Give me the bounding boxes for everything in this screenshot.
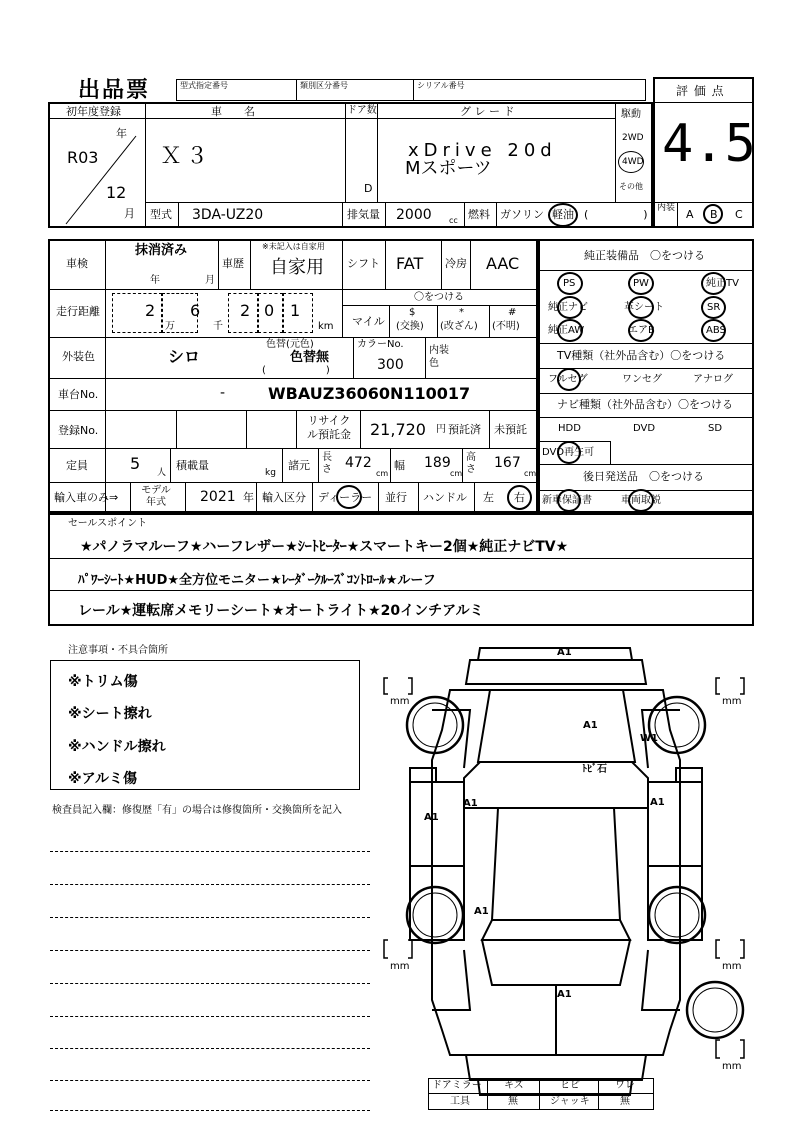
equip-sr-circle: [701, 296, 726, 319]
capacity-value: 5: [130, 454, 141, 473]
color-label: 外装色: [62, 350, 95, 363]
model-year-unit: 年: [243, 491, 254, 504]
navi-sd: SD: [708, 423, 723, 434]
recycle-unit: 円: [436, 424, 446, 435]
import-dealer: ディーラー: [318, 491, 373, 504]
sales-line: レール★運転席メモリーシート★オートライト★20インチアルミ: [78, 603, 484, 619]
serial-no-label: シリアル番号: [417, 81, 465, 90]
fuel-label: 燃料: [468, 208, 490, 221]
interior-c: C: [735, 208, 743, 221]
tv-analog: アナログ: [693, 374, 733, 385]
legend-cell: 工具: [450, 1096, 470, 1107]
mm-label: mm: [390, 696, 410, 707]
class-no-label: 類別区分番号: [300, 81, 348, 90]
damage-mark: A1: [424, 812, 439, 823]
later-manual: 車両取説: [621, 495, 661, 506]
handle-left: 左: [483, 491, 494, 504]
load-unit: kg: [265, 468, 276, 478]
color-value: シロ: [168, 347, 201, 366]
chassis-label: 車台No.: [58, 388, 99, 401]
capacity-unit: 人: [157, 468, 167, 478]
inspection-label: 車検: [66, 257, 88, 270]
notes-title: 注意事項・不具合箇所: [68, 645, 168, 656]
note-item: ※ハンドル擦れ: [68, 739, 166, 755]
displacement-value: 2000: [396, 207, 432, 223]
equip-tv-circle: [701, 272, 726, 295]
legend-cell: ジャッキ: [550, 1096, 590, 1107]
page-title: 出品票: [78, 78, 151, 103]
interior-color-label: 内装色: [429, 345, 449, 369]
equip-leather: 革シート: [624, 302, 664, 313]
equip-aw-circle: [557, 319, 583, 342]
mileage-label: 走行距離: [56, 305, 100, 318]
recycle-value: 21,720: [370, 420, 426, 439]
equip-abs: ABS: [706, 325, 726, 336]
mileage-mile: マイル: [352, 315, 385, 328]
odo-digit: 2: [240, 301, 251, 320]
equip-pw-circle: [628, 272, 654, 295]
tv-title: TV種類（社外品含む）〇をつける: [557, 349, 726, 362]
inspector-note: 検査員記入欄：修復歴「有」の場合は修復箇所・交換箇所を記入: [52, 805, 342, 816]
color-no-value: 300: [377, 357, 404, 373]
equip-navi-circle: [557, 296, 583, 319]
tv-fullseg-circle: [557, 368, 581, 391]
repaint-paren: ( ): [262, 365, 330, 376]
first-reg-label: 初年度登録: [66, 105, 121, 118]
chassis-dash: -: [220, 385, 226, 401]
door-value: D: [364, 182, 373, 195]
legend-header: ワレ: [615, 1080, 635, 1091]
equipment-title: 純正装備品 〇をつける: [584, 249, 705, 262]
shift-label: シフト: [347, 257, 380, 270]
height-label: 高さ: [466, 452, 476, 475]
cc-unit: cc: [449, 216, 458, 225]
legend-header: ドアミラー: [432, 1080, 482, 1091]
mileage-opt-txt: (交換): [396, 321, 424, 332]
tv-fullseg: フルセグ: [548, 374, 588, 385]
mm-label: mm: [390, 961, 410, 972]
equip-leather-circle: [628, 296, 654, 319]
odo-digit: 0: [264, 301, 275, 320]
height-cm: cm: [524, 469, 537, 478]
width-value: 189: [424, 455, 451, 471]
first-reg-era: R03: [67, 148, 99, 167]
later-title: 後日発送品 〇をつける: [583, 470, 704, 483]
mileage-opt-sym: *: [459, 307, 464, 318]
grade-line1: xDrive 20d: [408, 140, 557, 161]
import-parallel: 並行: [385, 491, 407, 504]
dvd-play-circle: [557, 441, 581, 464]
drive-4wd: 4WD: [622, 157, 644, 167]
model-year-value: 2021: [200, 489, 236, 505]
import-type-label: 輸入区分: [262, 491, 306, 504]
damage-mark: A1: [463, 798, 478, 809]
later-manual-circle: [628, 489, 654, 512]
equip-pw: PW: [633, 278, 649, 289]
odo-sen: 千: [213, 321, 223, 332]
legend-header: キズ: [504, 1080, 524, 1091]
dealer-circle: [336, 485, 362, 509]
recycle-deposited: 預託済: [448, 423, 481, 436]
fuel-diesel: 軽油: [552, 208, 574, 221]
displacement-label: 排気量: [347, 208, 380, 221]
navi-hdd: HDD: [558, 423, 581, 434]
score-value: 4.5: [662, 114, 756, 174]
year-unit: 年: [116, 127, 127, 140]
length-label: 長さ: [322, 452, 332, 475]
drive-label: 駆動: [621, 109, 641, 120]
mileage-mark-note: 〇をつける: [414, 292, 464, 303]
later-warranty: 新車保証書: [542, 495, 592, 506]
month-unit: 月: [124, 207, 135, 220]
handle-label: ハンドル: [423, 491, 467, 504]
damage-mark: W1: [640, 733, 658, 744]
car-name: Ｘ３: [160, 144, 213, 169]
navi-title: ナビ種類（社外品含む）〇をつける: [557, 398, 733, 411]
import-label: 輸入車のみ⇒: [54, 491, 119, 504]
fuel-diesel-circle: [548, 203, 578, 227]
recycle-label: リサイクル預託金: [307, 414, 351, 442]
note-item: ※シート擦れ: [68, 706, 152, 722]
equip-ps-circle: [557, 272, 583, 295]
inspection-month: 月: [205, 275, 215, 286]
note-item: ※アルミ傷: [68, 771, 138, 787]
interior-a: A: [686, 208, 694, 221]
interior-b-circle: [703, 204, 723, 224]
drive-other: その他: [619, 182, 643, 191]
damage-mark: A1: [474, 906, 489, 917]
mileage-opt-sym: $: [409, 307, 416, 318]
score-label: 評 価 点: [676, 84, 725, 98]
model-year-label: モデル年式: [141, 485, 171, 508]
odo-man: 万: [165, 321, 175, 332]
dvd-play: DVD再生可: [542, 447, 595, 458]
length-value: 472: [345, 455, 372, 471]
handle-right-circle: [507, 485, 532, 510]
grade-label: グ レ ー ド: [460, 105, 515, 118]
drive-2wd: 2WD: [622, 133, 644, 143]
history-value: 自家用: [270, 257, 324, 278]
id-fields: [176, 79, 646, 101]
equip-navi: 純正ナビ: [548, 302, 588, 313]
registration-label: 登録No.: [58, 424, 99, 437]
history-note: ※未記入は自家用: [262, 242, 325, 251]
equip-tv: 純正TV: [706, 278, 739, 289]
aircon-value: AAC: [486, 254, 520, 273]
repaint-value: 色替無: [290, 350, 330, 365]
odo-digit: 6: [190, 301, 201, 320]
car-name-label: 車 名: [211, 105, 255, 118]
width-label: 幅: [394, 459, 405, 472]
later-warranty-circle: [557, 489, 581, 512]
width-cm: cm: [450, 469, 463, 478]
load-label: 積載量: [176, 459, 209, 472]
door-label: ドア数: [347, 105, 377, 116]
mm-label: mm: [722, 961, 742, 972]
model-label: 型式: [150, 208, 172, 221]
fuel-other: ( ): [584, 208, 648, 221]
odo-km: km: [318, 321, 334, 332]
mileage-opt-txt: (改ざん): [440, 321, 478, 332]
history-label: 車歴: [222, 257, 244, 270]
legend-cell: 無: [508, 1096, 518, 1107]
shift-value: FAT: [396, 254, 424, 273]
damage-mark: A1: [650, 797, 665, 808]
mileage-opt-txt: (不明): [492, 321, 520, 332]
type-no-label: 型式指定番号: [180, 81, 228, 90]
spec-label: 諸元: [288, 459, 310, 472]
damage-mark: A1: [583, 720, 598, 731]
color-no-label: カラーNo.: [357, 339, 404, 350]
capacity-label: 定員: [66, 459, 88, 472]
mm-label: mm: [722, 1061, 742, 1072]
mileage-opt-sym: #: [508, 307, 517, 318]
legend-header: ヒビ: [560, 1080, 580, 1091]
equip-airbag-circle: [628, 319, 654, 342]
legend-cell: 無: [620, 1096, 630, 1107]
sales-line: ﾊﾟﾜｰｼｰﾄ★HUD★全方位モニター★ﾚｰﾀﾞｰｸﾙｰｽﾞｺﾝﾄﾛｰﾙ★ルーフ: [78, 573, 436, 588]
car-diagram: [380, 640, 760, 1100]
odo-digit: 1: [290, 301, 301, 320]
first-reg-month: 12: [106, 183, 127, 202]
equip-aw: 純正AW: [548, 325, 585, 336]
interior-b: B: [710, 208, 718, 221]
mm-label: mm: [722, 696, 742, 707]
damage-mark: A1: [557, 647, 572, 658]
chassis-value: WBAUZ36060N110017: [268, 384, 471, 403]
repaint-label: 色替(元色): [266, 339, 314, 350]
model-value: 3DA-UZ20: [192, 207, 264, 223]
inspection-status: 抹消済み: [135, 243, 188, 258]
equip-abs-circle: [701, 319, 726, 342]
tv-oneseg: ワンセグ: [622, 374, 662, 385]
height-value: 167: [494, 455, 521, 471]
grade-line2: Mスポーツ: [405, 158, 492, 179]
aircon-label: 冷房: [445, 257, 467, 270]
sales-title: セールスポイント: [68, 518, 148, 529]
length-cm: cm: [376, 469, 389, 478]
handle-right: 右: [514, 491, 525, 504]
inspection-year: 年: [150, 275, 160, 286]
damage-mark: ﾄﾋﾞ石: [582, 764, 607, 775]
drive-4wd-circle: [618, 151, 644, 173]
recycle-not-deposited: 未預託: [494, 423, 527, 436]
equip-sr: SR: [707, 302, 721, 313]
note-item: ※トリム傷: [68, 674, 138, 690]
equip-ps: PS: [563, 278, 576, 289]
damage-mark: A1: [557, 989, 572, 1000]
navi-dvd: DVD: [633, 423, 656, 434]
fuel-gasoline: ガソリン: [500, 208, 544, 221]
odo-digit: 2: [145, 301, 156, 320]
equip-airbag: エアB: [628, 325, 655, 336]
sales-line: ★パノラマルーフ★ハーフレザー★ｼｰﾄﾋｰﾀｰ★スマートキー2個★純正ナビTV★: [80, 539, 569, 555]
interior-label: 内装: [657, 203, 676, 213]
